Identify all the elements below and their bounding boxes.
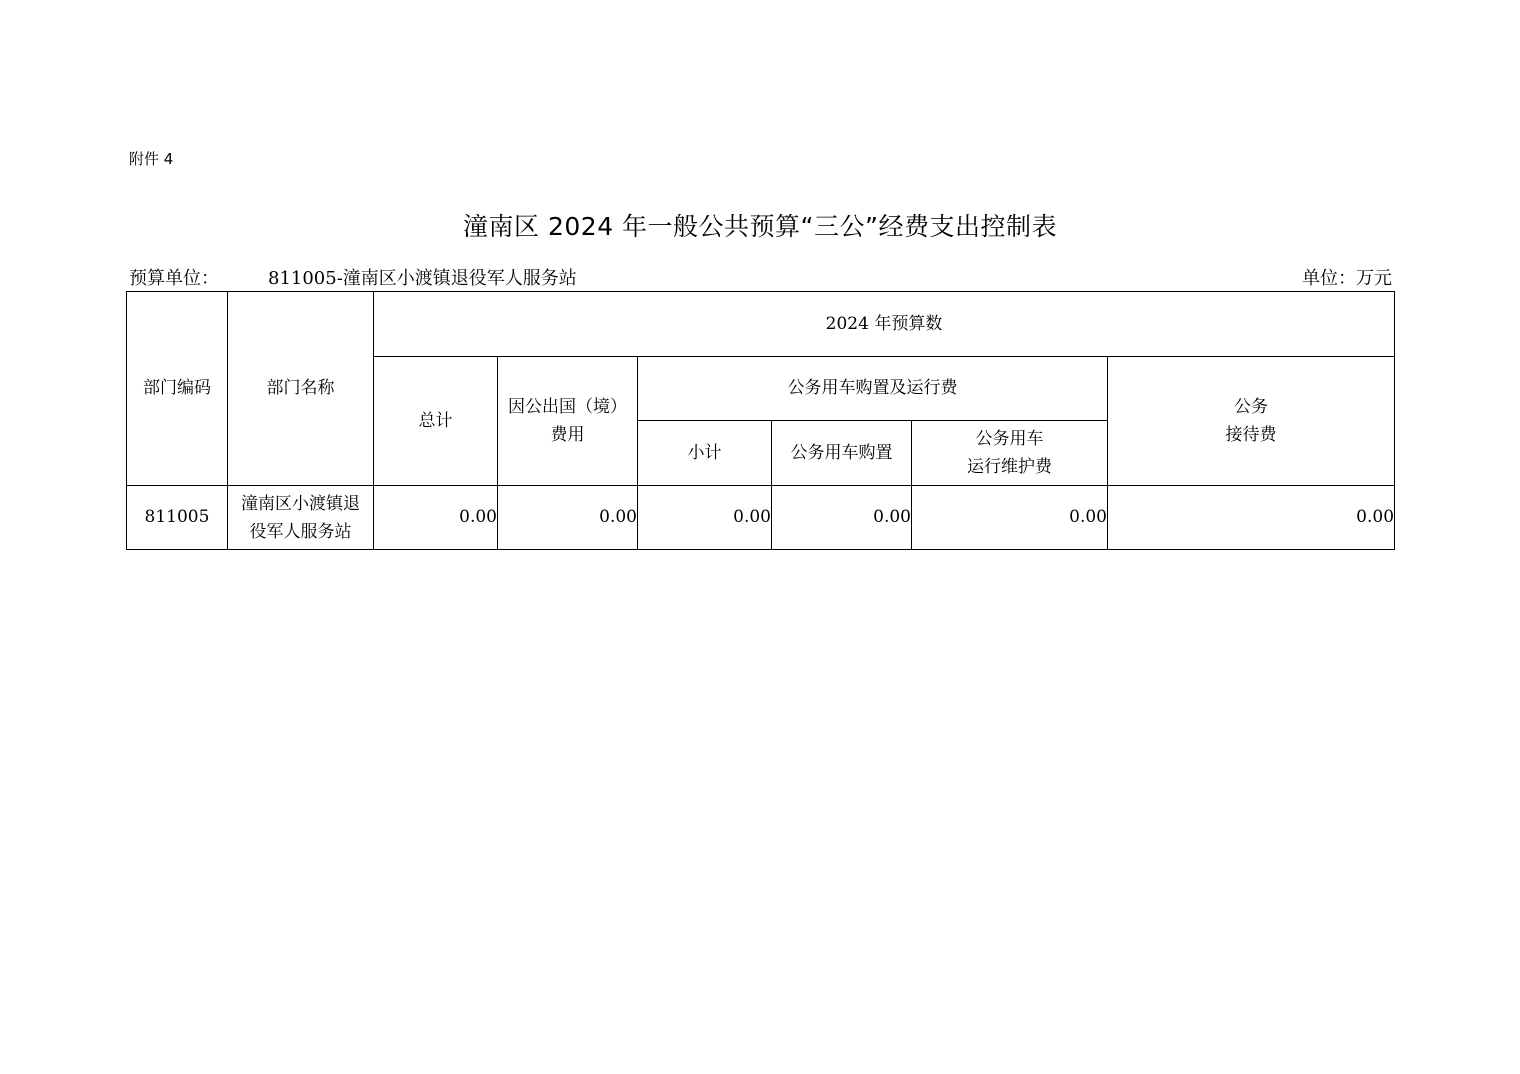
header-overseas bbox=[498, 357, 638, 486]
header-reception bbox=[1108, 357, 1395, 486]
table-row bbox=[127, 486, 1395, 550]
header-vehicle-group: 公务用车购置及运行费 bbox=[638, 357, 1108, 421]
cell-vehicle-maint: 0.00 bbox=[912, 486, 1108, 550]
header-vehicle-purchase: 公务用车购置 bbox=[772, 421, 912, 486]
unit-line bbox=[129, 264, 1392, 290]
header-vehicle-maint-line2: 运行维护费 bbox=[967, 457, 1052, 477]
cell-total: 0.00 bbox=[374, 486, 498, 550]
attachment-label: 附件 4 bbox=[129, 150, 174, 168]
cell-dept-code: 811005 bbox=[127, 486, 228, 550]
header-vehicle-maint bbox=[912, 421, 1108, 486]
header-vehicle-maint-line1: 公务用车 bbox=[975, 429, 1044, 449]
cell-overseas: 0.00 bbox=[498, 486, 638, 550]
budget-unit-label: 预算单位： bbox=[129, 268, 219, 289]
cell-vehicle-purchase: 0.00 bbox=[772, 486, 912, 550]
header-reception-line2: 接待费 bbox=[1225, 425, 1277, 445]
budget-unit-value: 811005-潼南区小渡镇退役军人服务站 bbox=[268, 268, 577, 289]
cell-dept-name-line1: 潼南区小渡镇退 bbox=[241, 493, 360, 514]
cell-reception: 0.00 bbox=[1108, 486, 1395, 550]
header-budget-group: 2024 年预算数 bbox=[374, 292, 1395, 357]
header-dept-code: 部门编码 bbox=[127, 292, 228, 486]
page-title: 潼南区 2024 年一般公共预算“三公”经费支出控制表 bbox=[463, 212, 1057, 241]
budget-table bbox=[126, 291, 1395, 550]
header-subtotal: 小计 bbox=[638, 421, 772, 486]
header-overseas-line1: 因公出国（境） bbox=[508, 397, 627, 417]
currency-unit: 单位：万元 bbox=[1302, 268, 1392, 289]
cell-dept-name-line2: 役军人服务站 bbox=[249, 521, 352, 542]
cell-dept-name bbox=[228, 486, 374, 550]
cell-subtotal: 0.00 bbox=[638, 486, 772, 550]
header-reception-line1: 公务 bbox=[1234, 397, 1268, 417]
header-total: 总计 bbox=[374, 357, 498, 486]
header-overseas-line2: 费用 bbox=[550, 425, 585, 445]
header-dept-name: 部门名称 bbox=[228, 292, 374, 486]
